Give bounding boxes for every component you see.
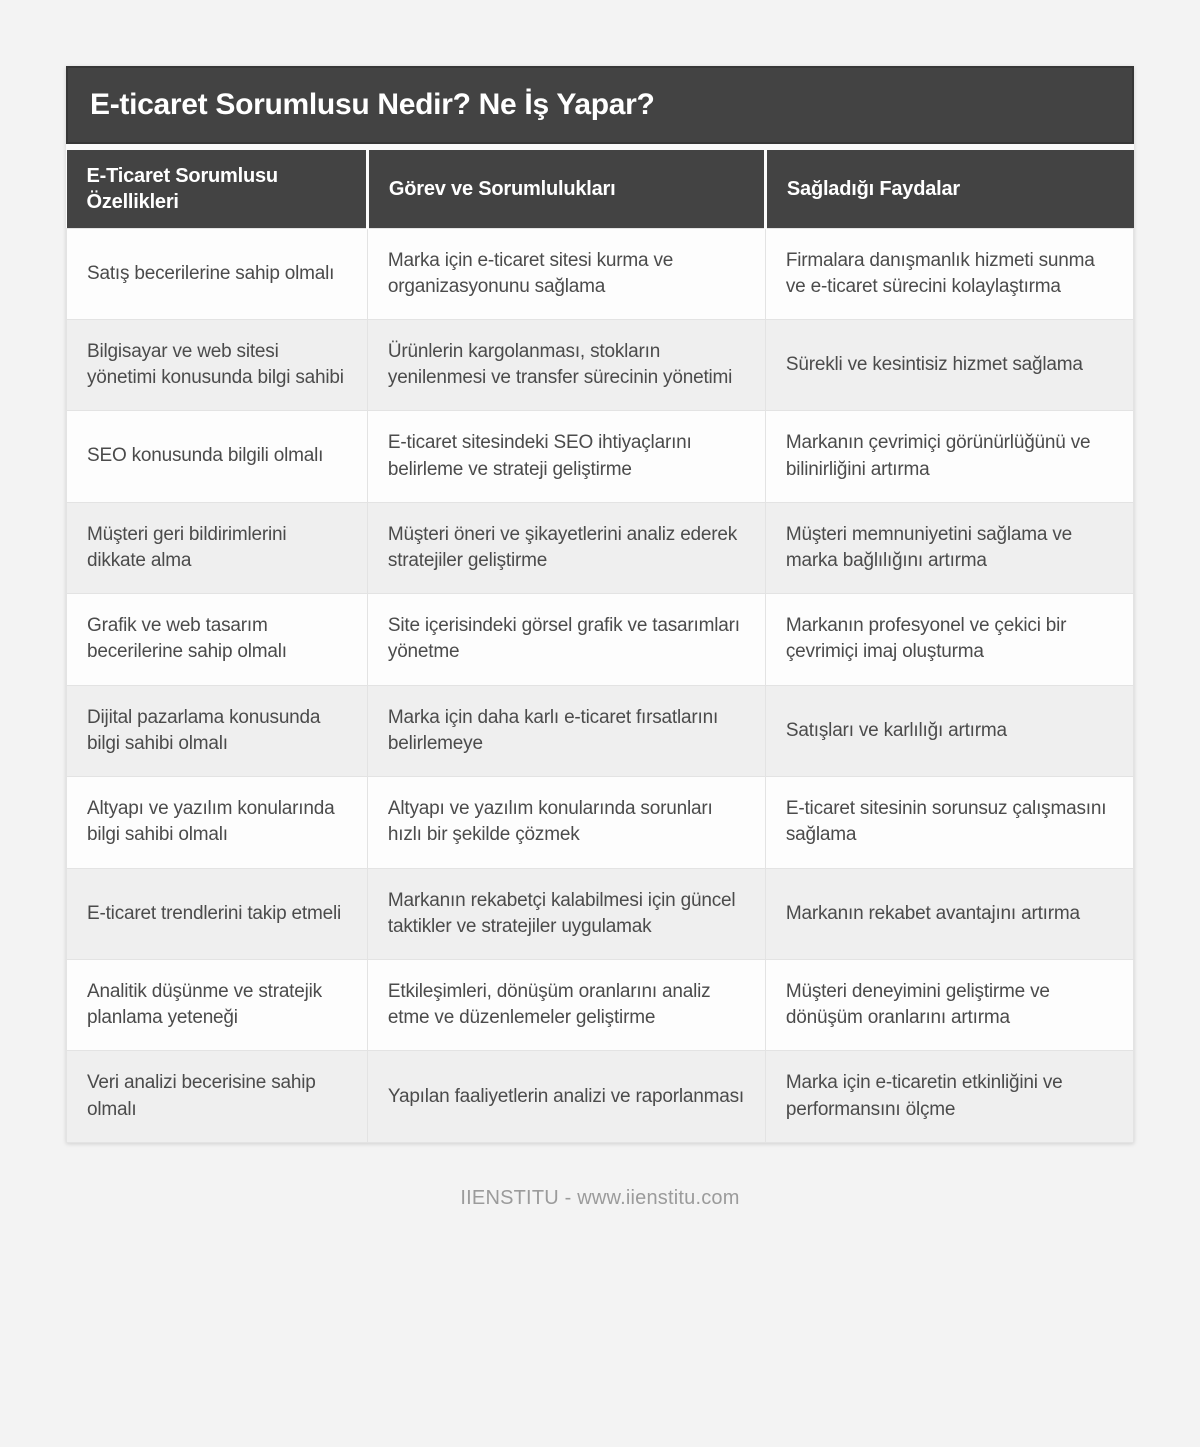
cell-feature: Analitik düşünme ve stratejik planlama yeteneği xyxy=(67,960,368,1051)
cell-benefit: E-ticaret sitesinin sorunsuz çalışmasını sağlama xyxy=(765,777,1133,868)
cell-feature: E-ticaret trendlerini takip etmeli xyxy=(67,868,368,959)
cell-duty: Etkileşimleri, dönüşüm oranlarını analiz etme ve düzenlemeler geliştirme xyxy=(367,960,765,1051)
cell-feature: Dijital pazarlama konusunda bilgi sahibi olmalı xyxy=(67,685,368,776)
cell-duty: Markanın rekabetçi kalabilmesi için güncel taktikler ve stratejiler uygulamak xyxy=(367,868,765,959)
cell-duty: Ürünlerin kargolanması, stokların yenilenmesi ve transfer sürecinin yönetimi xyxy=(367,319,765,410)
page-background xyxy=(0,66,1200,1447)
cell-duty: Yapılan faaliyetlerin analizi ve raporlanması xyxy=(367,1051,765,1142)
cell-benefit: Müşteri memnuniyetini sağlama ve marka bağlılığını artırma xyxy=(765,502,1133,593)
cell-feature: Grafik ve web tasarım becerilerine sahip olmalı xyxy=(67,594,368,685)
table-row xyxy=(67,228,1134,319)
column-header-duties: Görev ve Sorumlulukları xyxy=(367,150,765,228)
table-row xyxy=(67,411,1134,502)
cell-benefit: Sürekli ve kesintisiz hizmet sağlama xyxy=(765,319,1133,410)
table-row xyxy=(67,685,1134,776)
cell-benefit: Marka için e-ticaretin etkinliğini ve performansını ölçme xyxy=(765,1051,1133,1142)
title-bar xyxy=(66,66,1134,144)
cell-feature: Müşteri geri bildirimlerini dikkate alma xyxy=(67,502,368,593)
cell-duty: Altyapı ve yazılım konularında sorunları hızlı bir şekilde çözmek xyxy=(367,777,765,868)
table-row xyxy=(67,1051,1134,1142)
infographic-card xyxy=(66,66,1134,1143)
cell-feature: Bilgisayar ve web sitesi yönetimi konusunda bilgi sahibi xyxy=(67,319,368,410)
cell-benefit: Satışları ve karlılığı artırma xyxy=(765,685,1133,776)
cell-benefit: Markanın profesyonel ve çekici bir çevrimiçi imaj oluşturma xyxy=(765,594,1133,685)
cell-duty: E-ticaret sitesindeki SEO ihtiyaçlarını belirleme ve strateji geliştirme xyxy=(367,411,765,502)
cell-feature: Veri analizi becerisine sahip olmalı xyxy=(67,1051,368,1142)
column-header-benefits: Sağladığı Faydalar xyxy=(765,150,1133,228)
table-row xyxy=(67,594,1134,685)
cell-benefit: Markanın çevrimiçi görünürlüğünü ve bilinirliğini artırma xyxy=(765,411,1133,502)
cell-feature: Altyapı ve yazılım konularında bilgi sahibi olmalı xyxy=(67,777,368,868)
cell-benefit: Müşteri deneyimini geliştirme ve dönüşüm oranlarını artırma xyxy=(765,960,1133,1051)
info-table xyxy=(66,150,1134,1143)
table-row xyxy=(67,777,1134,868)
table-row xyxy=(67,868,1134,959)
cell-feature: Satış becerilerine sahip olmalı xyxy=(67,228,368,319)
cell-duty: Site içerisindeki görsel grafik ve tasarımları yönetme xyxy=(367,594,765,685)
table-row xyxy=(67,960,1134,1051)
cell-feature: SEO konusunda bilgili olmalı xyxy=(67,411,368,502)
cell-duty: Müşteri öneri ve şikayetlerini analiz ederek stratejiler geliştirme xyxy=(367,502,765,593)
table-row xyxy=(67,502,1134,593)
cell-benefit: Markanın rekabet avantajını artırma xyxy=(765,868,1133,959)
cell-duty: Marka için e-ticaret sitesi kurma ve organizasyonunu sağlama xyxy=(367,228,765,319)
column-header-features: E-Ticaret Sorumlusu Özellikleri xyxy=(67,150,368,228)
page-title: E-ticaret Sorumlusu Nedir? Ne İş Yapar? xyxy=(90,88,655,121)
footer-credit: IIENSTITU - www.iienstitu.com xyxy=(460,1186,740,1209)
cell-duty: Marka için daha karlı e-ticaret fırsatlarını belirlemeye xyxy=(367,685,765,776)
table-row xyxy=(67,319,1134,410)
cell-benefit: Firmalara danışmanlık hizmeti sunma ve e-ticaret sürecini kolaylaştırma xyxy=(765,228,1133,319)
header-row xyxy=(67,150,1134,228)
